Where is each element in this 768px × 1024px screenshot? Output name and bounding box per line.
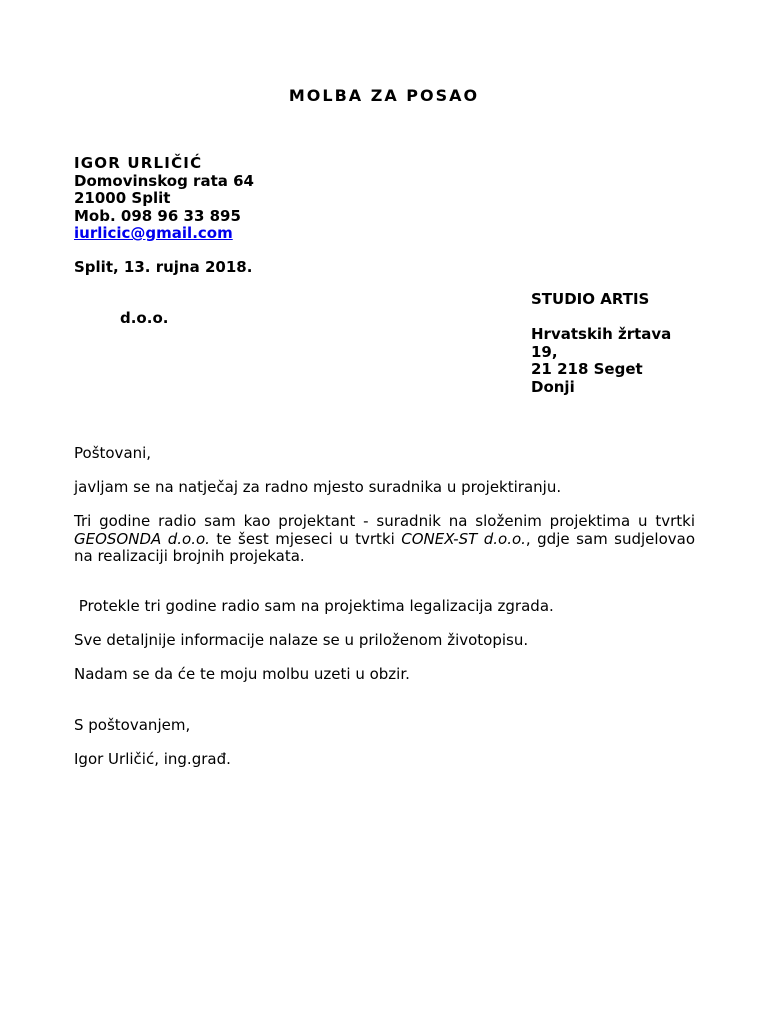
recipient-city-line1: 21 218 Seget [531,360,643,378]
paragraph-2-part-a: Tri godine radio sam kao projektant - suradnik na složenim projektima u tvrtki [74,512,695,530]
recipient-suffix: d.o.o. [120,309,169,327]
sender-phone: Mob. 098 96 33 895 [74,206,241,225]
sender-name: IGOR URLIČIĆ [74,154,203,172]
paragraph-2-part-c: , gdje sam sudjelovao na realizaciji brojnih projekata. [74,529,696,565]
paragraph-1: javljam se na natječaj za radno mjesto suradnika u projektiranju. [74,478,562,496]
company-geosonda: GEOSONDA d.o.o. [74,529,210,548]
closing: S poštovanjem, [74,716,191,734]
sender-block [74,155,254,243]
document-title: MOLBA ZA POSAO [288,86,480,105]
paragraph-4: Sve detaljnije informacije nalaze se u priloženom životopisu. [74,631,529,649]
paragraph-5: Nadam se da će te moju molbu uzeti u obzir. [74,665,410,683]
company-conex: CONEX-ST d.o.o. [401,529,526,548]
recipient-block [531,291,711,396]
recipient-name: STUDIO ARTIS [531,290,650,308]
recipient-street-line1: Hrvatskih žrtava [531,325,672,343]
sender-city: 21000 Split [74,189,171,207]
paragraph-2-part-b: te šest mjeseci u tvrtki [209,529,402,548]
recipient-spacer [531,309,711,327]
paragraph-2 [74,513,695,566]
greeting: Poštovani, [74,444,152,462]
recipient-street-line2: 19, [531,342,558,361]
sender-street: Domovinskog rata 64 [74,171,254,190]
sender-email-link[interactable]: iurlicic@gmail.com [74,224,233,242]
paragraph-3: Protekle tri godine radio sam na projektima legalizacija zgrada. [74,597,554,615]
recipient-city-line2: Donji [531,377,575,396]
letter-date: Split, 13. rujna 2018. [74,258,253,276]
signature: Igor Urličić, ing.građ. [74,750,231,768]
